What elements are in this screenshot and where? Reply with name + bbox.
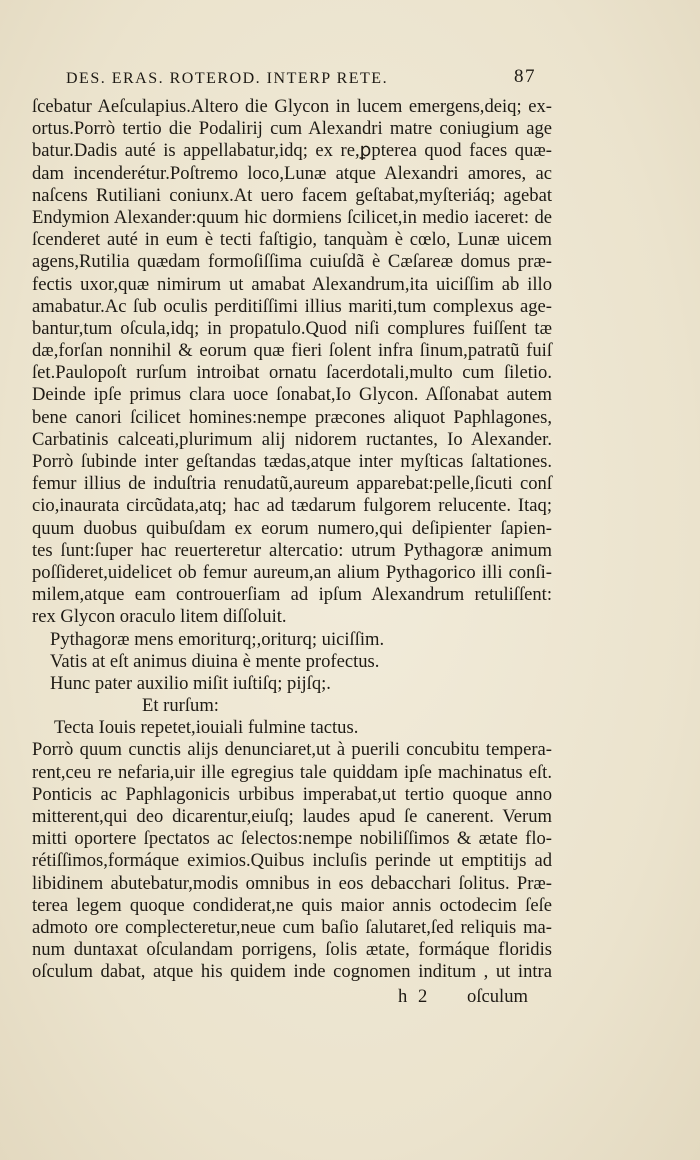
text-line: Endymion Alexander:quum hic dormiens ſcilicet,in medio iaceret: de xyxy=(32,206,552,228)
page-footer xyxy=(398,986,528,1010)
text-line: milem,atque eam controuerſiam ad ipſum Alexandrum retuliſſent: xyxy=(32,584,552,606)
verse-subhead: Et rurſum: xyxy=(142,695,219,717)
text-line: ſet.Paulopoſt rurſum introibat ornatu ſacerdotali,multo cum ſiletio. xyxy=(32,362,552,384)
text-line: admoto ore complecteretur,neue cum baſio ſalutaret,ſed reliquis ma- xyxy=(32,916,552,938)
verse-line: Vatis at eſt animus diuina è mente profectus. xyxy=(50,650,380,672)
text-line: bantur,tum oſcula,idq; in propatulo.Quod niſi complures fuiſſent tæ xyxy=(32,317,552,339)
text-line: libidinem abutebatur,modis omnibus in eos debacchari ſolitus. Præ- xyxy=(32,872,552,894)
running-title: DES. ERAS. ROTEROD. INTERP RETE. xyxy=(66,70,389,87)
folio-number: 87 xyxy=(514,66,536,87)
text-line: tes ſunt:ſuper hac reuerteretur altercatio: utrum Pythagoræ animum xyxy=(32,539,552,561)
text-line: Porrò quum cunctis alijs denunciaret,ut à puerili concubitu tempera- xyxy=(32,739,552,761)
text-line: Carbatinis calceati,plurimum alij nidorem ructantes, Io Alexander. xyxy=(32,428,552,450)
text-line: batur.Dadis auté is appellabatur,idq; ex re,ꝑpterea quod faces quæ- xyxy=(32,140,552,162)
text-line: rétiſſimos,formáque eximios.Quibus incluſis perinde ut emptitijs ad xyxy=(32,850,552,872)
running-header xyxy=(66,66,536,94)
text-line: rent,ceu re nefaria,uir ille egregius tale quiddam ipſe machinatus eſt. xyxy=(32,761,552,783)
text-line: terea legem quoque condiderat,ne quis maior annis octodecim ſeſe xyxy=(32,894,552,916)
text-line: dæ,forſan nonnihil & eorum quæ fieri ſolent infra ſinum,patratũ fuiſ xyxy=(32,340,552,362)
verse-line: Hunc pater auxilio miſit iuſtiſq; pijſq;. xyxy=(50,672,331,694)
text-line: num duntaxat oſculandam porrigens, ſolis ætate, formáque floridis xyxy=(32,939,552,961)
verse-line: Tecta Iouis repetet,iouiali fulmine tactus. xyxy=(54,717,359,739)
text-line: Ponticis ac Paphlagonicis urbibus imperabat,ut tertio quoque anno xyxy=(32,783,552,805)
text-line: rex Glycon oraculo litem diſſoluit. xyxy=(32,606,287,628)
text-line: ſcebatur Aeſculapius.Altero die Glycon in lucem emergens,deiq; ex- xyxy=(32,96,552,117)
text-line: naſcens Rutiliani coniunx.At uero facem geſtabat,myſteriáq; agebat xyxy=(32,184,552,206)
text-line: amabatur.Ac ſub oculis perditiſſimi illius mariti,tum complexus age- xyxy=(32,295,552,317)
text-line: mitti oportere ſpectatos ac ſelectos:nempe nobiliſſimos & ætate flo- xyxy=(32,828,552,850)
text-line: fectis uxor,quæ nimirum ut amabat Alexandrum,ita uiciſſim ab illo xyxy=(32,273,552,295)
text-line: ortus.Porrò tertio die Podalirij cum Alexandri matre coniugium age xyxy=(32,118,552,140)
text-line: ſcenderet auté in eum è tecti faſtigio, tanquàm è cœlo, Lunæ uicem xyxy=(32,229,552,251)
text-line: oſculum dabat, atque his quidem inde cognomen inditum , ut intra xyxy=(32,961,552,983)
text-line: Deinde ipſe primus clara uoce ſonabat,Io Glycon. Aſſonabat autem xyxy=(32,384,552,406)
body-text xyxy=(32,96,552,984)
text-line: poſſideret,uidelicet ob femur aureum,an alium Pythagorico illi conſi- xyxy=(32,561,552,583)
text-line: agens,Rutilia quædam formoſiſſima cuiuſdã è Cæſareæ domus præ- xyxy=(32,251,552,273)
text-line: Porrò ſubinde inter geſtandas tædas,atque inter myſticas ſaltationes. xyxy=(32,451,552,472)
text-line: femur illius de induſtria renudatũ,aureum apparebat:pelle,ſicuti conſ xyxy=(32,473,552,495)
text-line: bene canori ſcilicet homines:nempe præcones aliquot Paphlagones, xyxy=(32,406,552,428)
catchword: oſculum xyxy=(467,986,528,1007)
text-line: quum duobus quibuſdam ex eorum numero,qui deſipienter ſapien- xyxy=(32,517,552,539)
signature-mark: h 2 xyxy=(398,986,431,1007)
verse-line: Pythagoræ mens emoriturq;,oriturq; uiciſſim. xyxy=(50,628,385,650)
text-line: cio,inaurata circũdata,atq; hac ad tædarum fulgorem relucente. Itaq; xyxy=(32,495,552,517)
text-line: mitterent,qui deo dicarentur,eiuſq; laudes apud ſe canerent. Verum xyxy=(32,806,552,827)
text-line: dam incenderétur.Poſtremo loco,Lunæ atque Alexandri amores, ac xyxy=(32,162,552,184)
